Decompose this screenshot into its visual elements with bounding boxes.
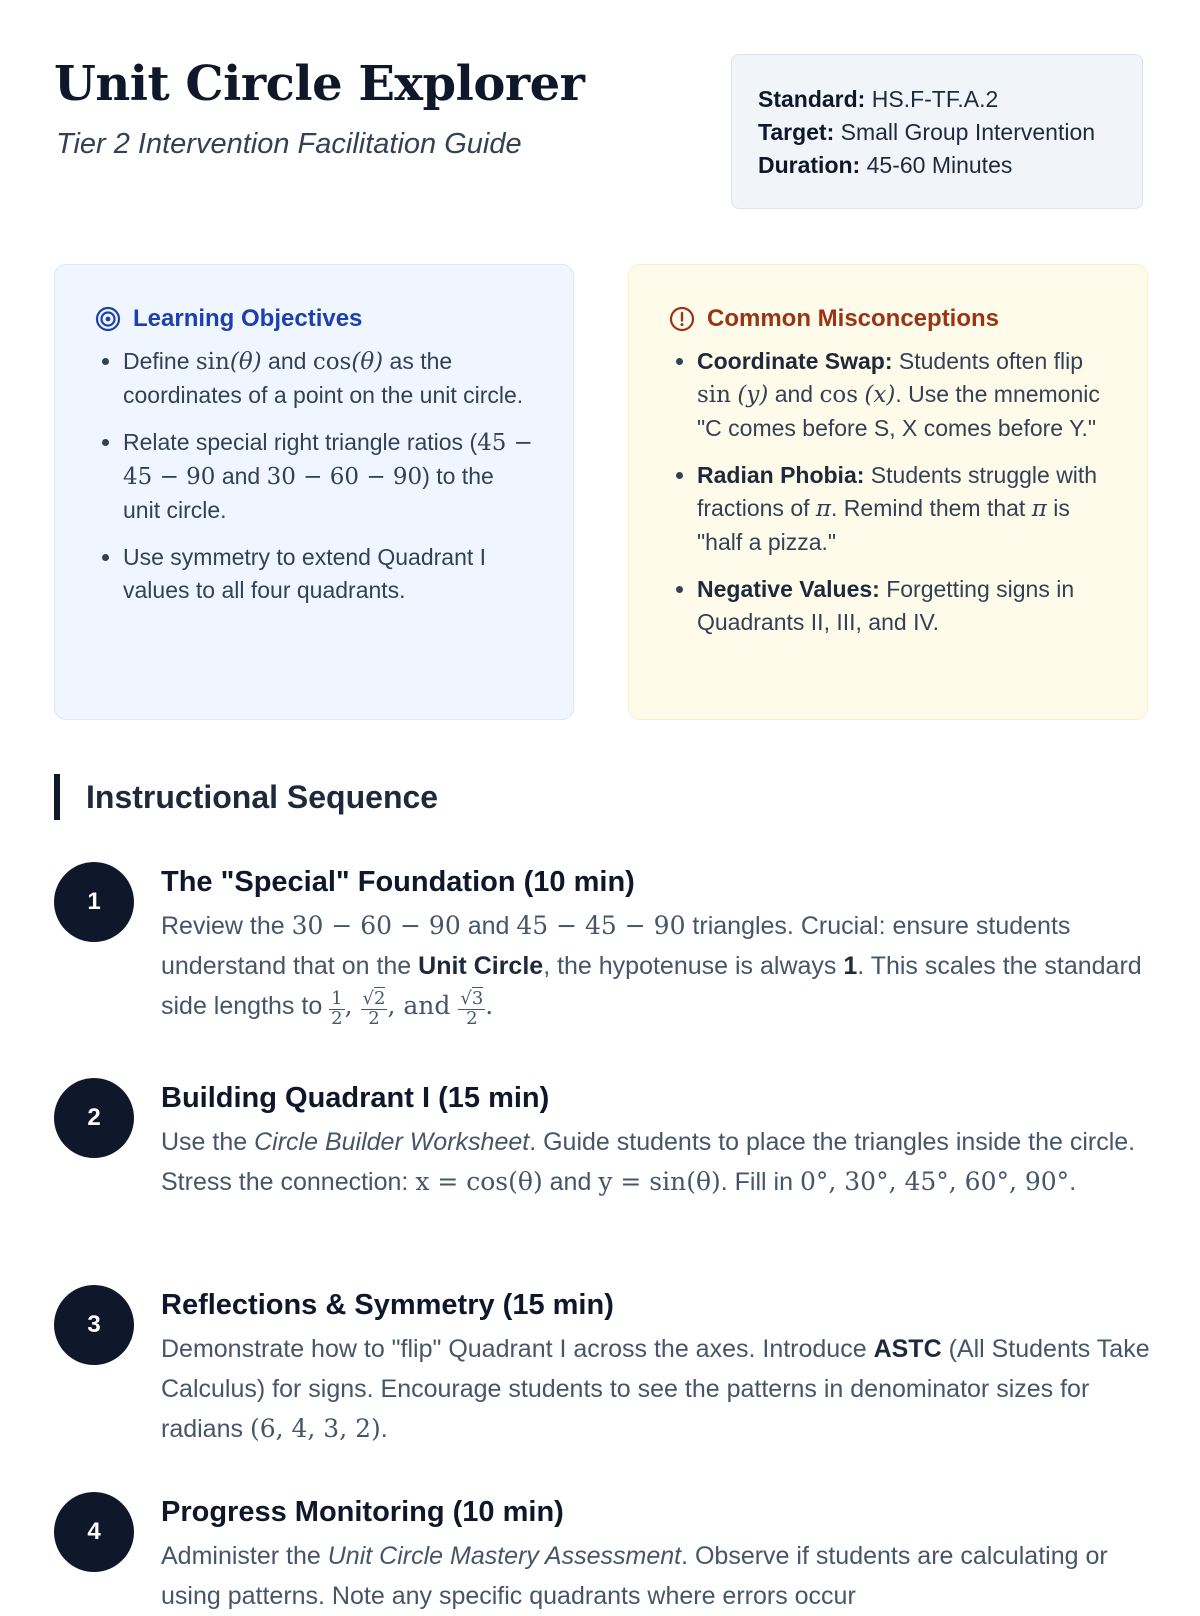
list-item: • Radian Phobia: Students struggle with fractions of π. Remind them that π is "half a pizza." [697, 459, 1107, 559]
step-title: The "Special" Foundation (10 min) [161, 866, 635, 898]
step-description: Use the Circle Builder Worksheet. Guide students to place the triangles inside the circle. Stress the connection: x = cos(θ) and y = sin(θ). Fill in 0°, 30°, 45°, 60°, 90°. [161, 1128, 1136, 1196]
page-title: Unit Circle Explorer [54, 56, 585, 112]
section-heading: Instructional Sequence [54, 774, 438, 820]
misconceptions-heading: Common Misconceptions [669, 305, 1107, 333]
list-item: • Negative Values: Forgetting signs in Quadrants II, III, and IV. [697, 573, 1107, 639]
list-item: • Define sin(θ) and cos(θ) as the coordinates of a point on the unit circle. [123, 345, 533, 412]
list-item: • Coordinate Swap: Students often flip sin (y) and cos (x). Use the mnemonic "C comes before S, X comes before Y." [697, 345, 1107, 445]
meta-standard: Standard: HS.F-TF.A.2 [758, 86, 999, 112]
step-number-badge: 4 [54, 1492, 134, 1572]
fraction-root3-over-2: $\frac{√3}{2}$ [460, 988, 484, 1029]
step-number-badge: 2 [54, 1078, 134, 1158]
step-title: Building Quadrant I (15 min) [161, 1082, 550, 1114]
meta-duration: Duration: 45-60 Minutes [758, 152, 1013, 178]
list-item: • Relate special right triangle ratios (45 − 45 − 90 and 30 − 60 − 90) to the unit circle. [123, 426, 533, 527]
step-number-badge: 3 [54, 1285, 134, 1365]
learning-objectives-card [54, 264, 574, 720]
step-title: Reflections & Symmetry (15 min) [161, 1289, 614, 1321]
step-description: Demonstrate how to "flip" Quadrant I across the axes. Introduce ASTC (All Students Take Calculus) for signs. Encourage students to see the patterns in denominator sizes for radians (6, 4, 3, 2). [161, 1335, 1150, 1443]
misconceptions-list [669, 345, 1107, 639]
objectives-list [95, 345, 533, 607]
common-misconceptions-card [628, 264, 1148, 720]
step-description: Administer the Unit Circle Mastery Assessment. Observe if students are calculating or using patterns. Note any specific quadrants where errors occur [161, 1542, 1108, 1610]
target-icon [95, 306, 121, 332]
list-item: • Use symmetry to extend Quadrant I values to all four quadrants. [123, 541, 533, 607]
step-description: Review the 30 − 60 − 90 and 45 − 45 − 90 triangles. Crucial: ensure students understand that on the Unit Circle, the hypotenuse is always 1. This scales the standard side lengths to $\frac{1}{2}$ , $\frac{√2}{2}$ , and $\frac{√3}{2}$ . [161, 911, 1142, 1029]
step-number-badge: 1 [54, 862, 134, 942]
alert-circle-icon [669, 306, 695, 332]
page-subtitle: Tier 2 Intervention Facilitation Guide [56, 128, 522, 160]
step-title: Progress Monitoring (10 min) [161, 1496, 564, 1528]
fraction-root2-over-2: $\frac{√2}{2}$ [362, 988, 386, 1029]
meta-target: Target: Small Group Intervention [758, 119, 1096, 145]
objectives-heading: Learning Objectives [95, 305, 533, 333]
fraction-one-half: $\frac{1}{2}$ [331, 988, 343, 1029]
lesson-meta-box [731, 54, 1143, 209]
